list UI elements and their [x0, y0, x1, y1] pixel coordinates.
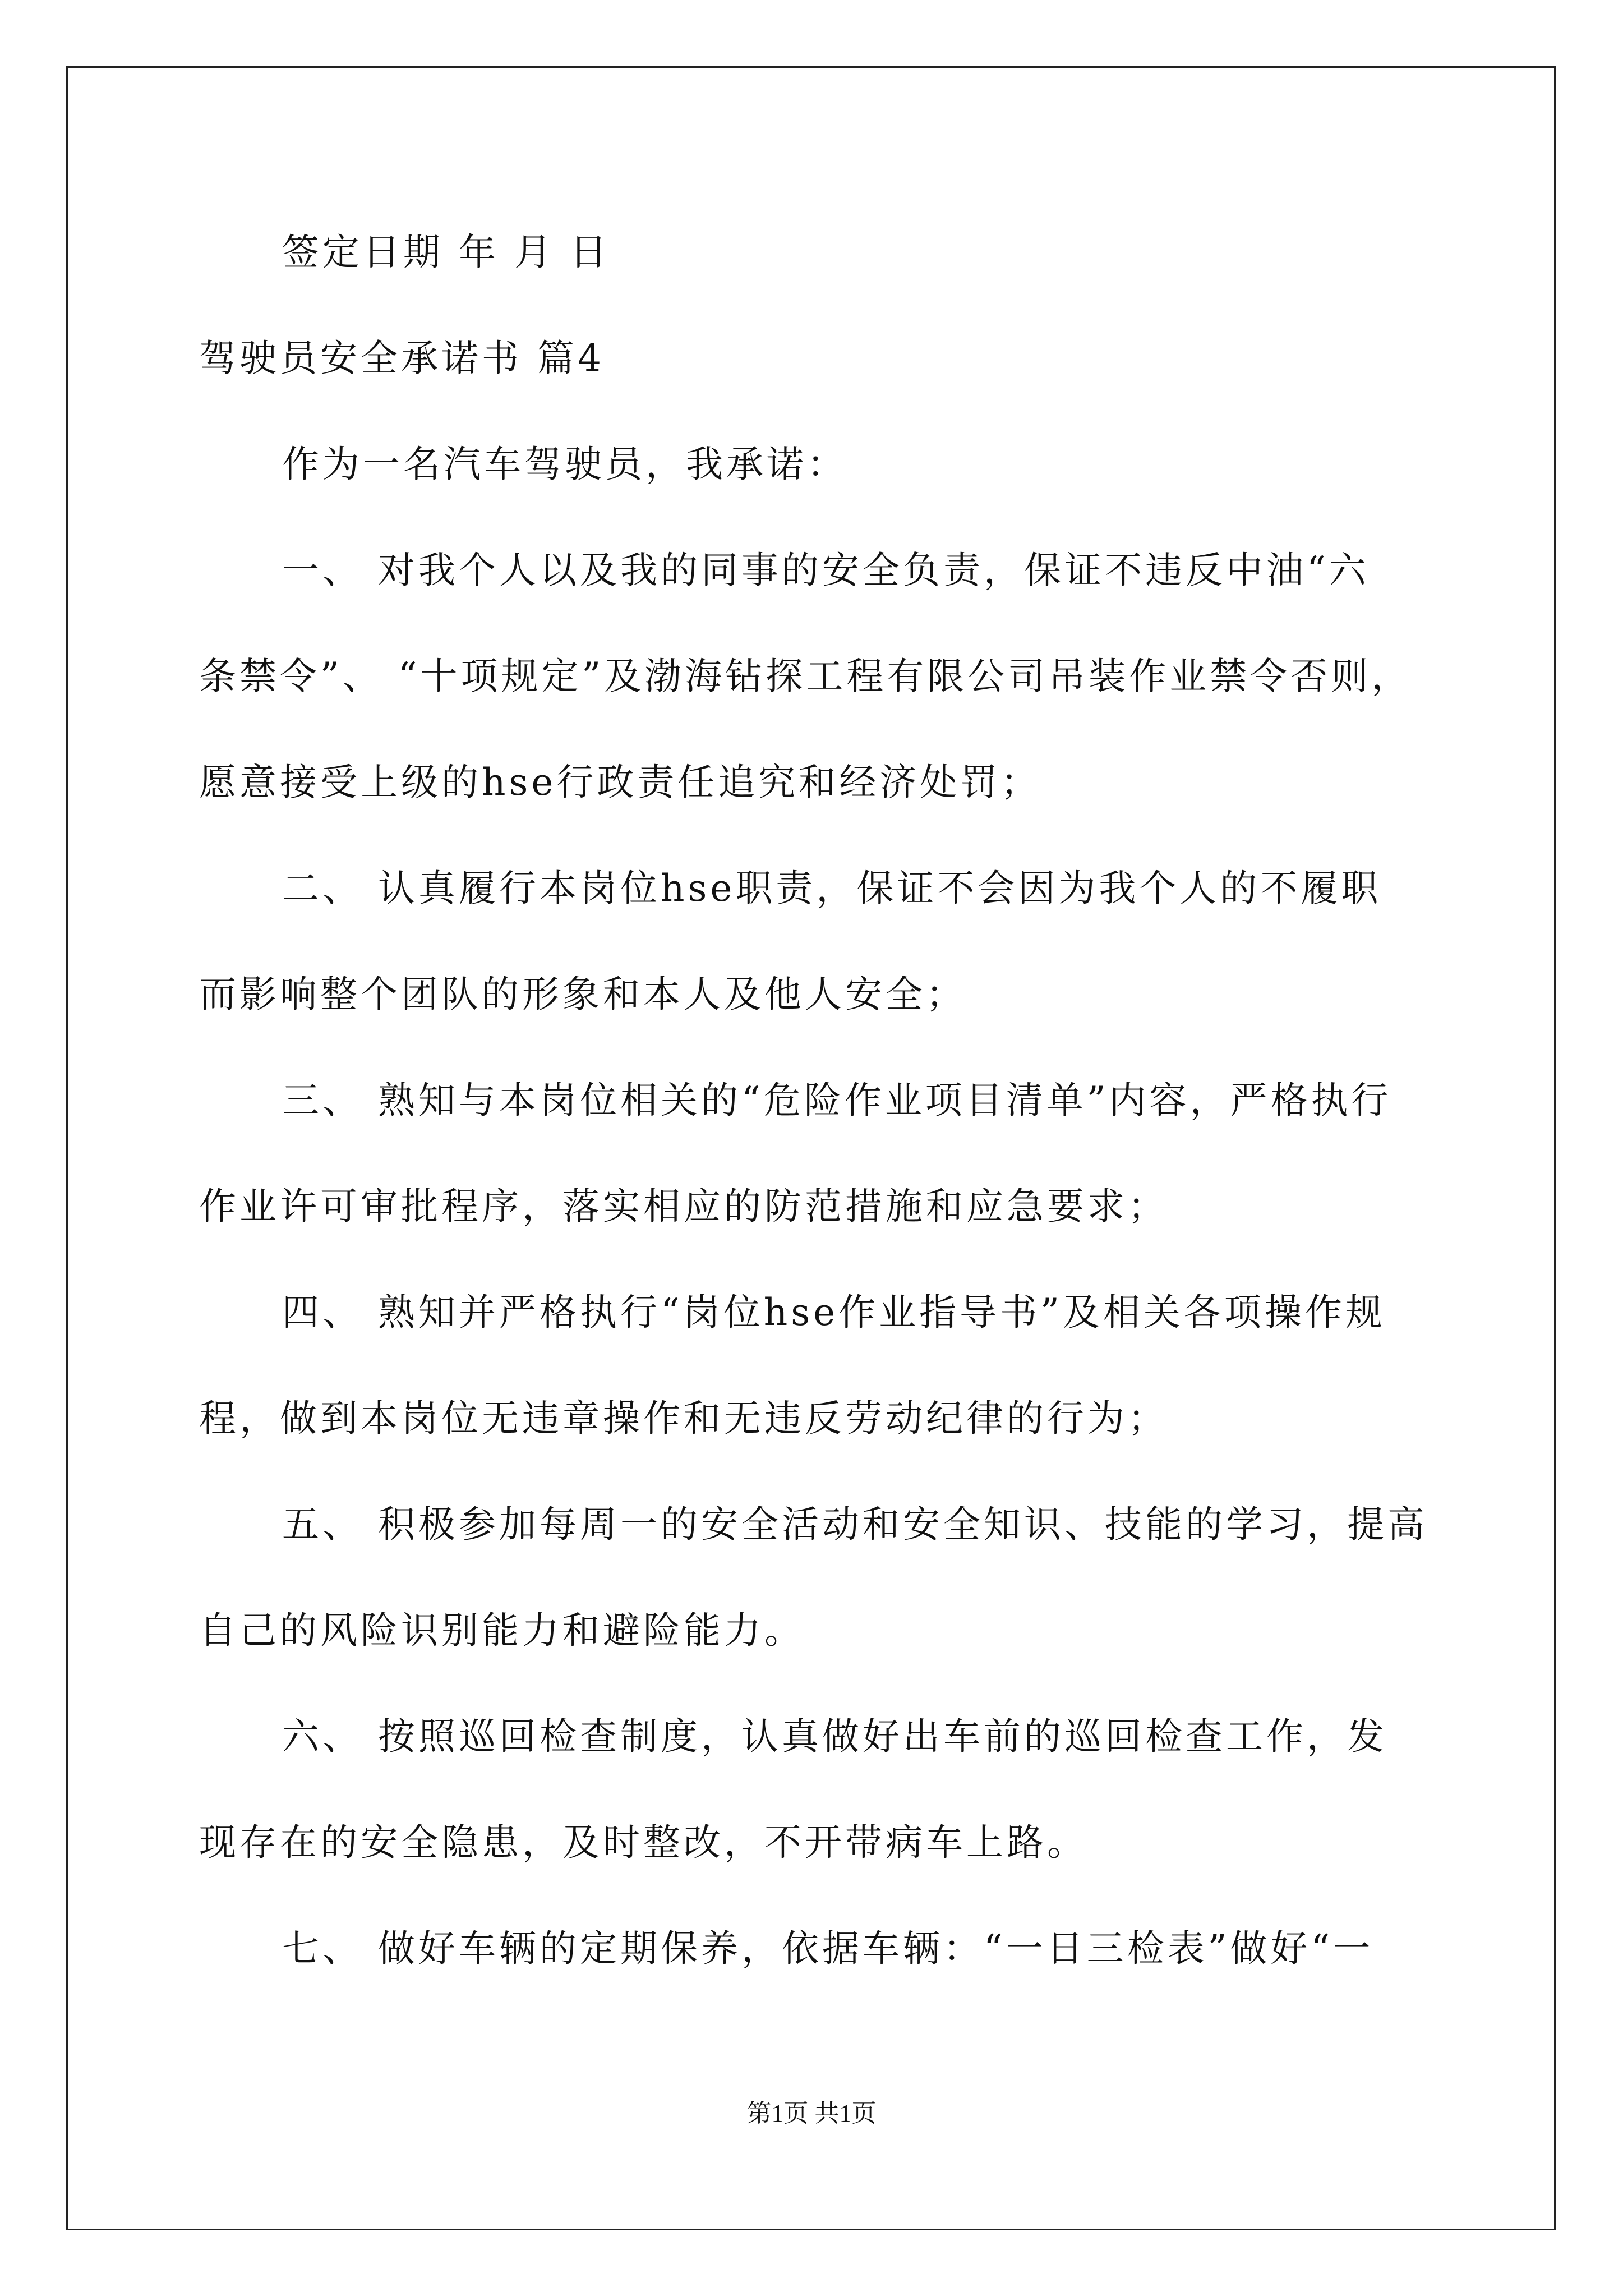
clause-2-line-1: 二、 认真履行本岗位hse职责，保证不会因为我个人的不履职	[282, 867, 1382, 910]
clause-4-line-1: 四、 熟知并严格执行“岗位hse作业指导书”及相关各项操作规	[282, 1291, 1386, 1334]
pledge-intro: 作为一名汽车驾驶员，我承诺：	[282, 443, 847, 486]
clause-2-line-2: 而影响整个团队的形象和本人及他人安全；	[199, 973, 966, 1016]
signing-date-line: 签定日期 年 月 日	[282, 231, 610, 274]
clause-1-line-3: 愿意接受上级的hse行政责任追究和经济处罚；	[199, 761, 1041, 804]
section-heading: 驾驶员安全承诺书 篇4	[199, 337, 605, 380]
clause-7-line-1: 七、 做好车辆的定期保养，依据车辆：“一日三检表”做好“一	[282, 1927, 1374, 1970]
clause-5-line-2: 自己的风险识别能力和避险能力。	[199, 1609, 805, 1652]
page-number-footer: 第1页 共1页	[746, 2100, 877, 2127]
clause-1-line-1: 一、 对我个人以及我的同事的安全负责，保证不违反中油“六	[282, 549, 1370, 592]
clause-6-line-1: 六、 按照巡回检查制度，认真做好出车前的巡回检查工作，发	[282, 1715, 1387, 1758]
clause-3-line-1: 三、 熟知与本岗位相关的“危险作业项目清单”内容，严格执行	[282, 1079, 1392, 1122]
page-border	[66, 66, 1556, 2230]
clause-5-line-1: 五、 积极参加每周一的安全活动和安全知识、技能的学习，提高	[282, 1503, 1428, 1546]
clause-1-line-2: 条禁令”、 “十项规定”及渤海钻探工程有限公司吊装作业禁令否则，	[199, 655, 1412, 698]
clause-4-line-2: 程，做到本岗位无违章操作和无违反劳动纪律的行为；	[199, 1397, 1168, 1440]
clause-3-line-2: 作业许可审批程序，落实相应的防范措施和应急要求；	[199, 1185, 1168, 1228]
clause-6-line-2: 现存在的安全隐患，及时整改，不开带病车上路。	[199, 1821, 1087, 1864]
